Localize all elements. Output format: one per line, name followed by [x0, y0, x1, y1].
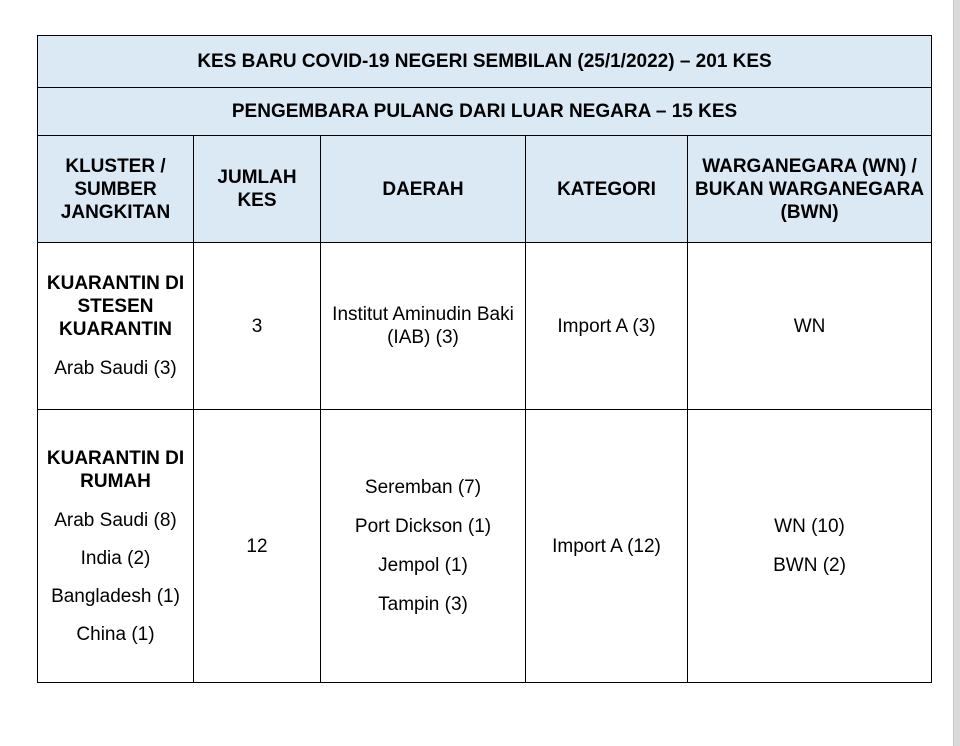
daerah-item: Institut Aminudin Baki (IAB) (3) [332, 304, 514, 348]
daerah-item: Seremban (7) [364, 477, 482, 498]
jumlah-cell: 3 [194, 243, 321, 410]
source-item: Arab Saudi (3) [54, 358, 177, 379]
daerah-item: Jempol (1) [378, 555, 468, 576]
warganegara-item: WN [793, 315, 826, 337]
kategori-cell: Import A (3) [526, 243, 688, 410]
covid-cases-table [37, 35, 932, 683]
kluster-title: KUARANTIN DI RUMAH [46, 447, 185, 492]
kluster-cell [38, 410, 194, 683]
kategori-cell: Import A (12) [526, 410, 688, 683]
daerah-item: Tampin (3) [378, 594, 468, 615]
warganegara-cell [688, 410, 932, 683]
header-warganegara: WARGANEGARA (WN) / BUKAN WARGANEGARA (BWN) [688, 136, 932, 243]
jumlah-cell: 12 [194, 410, 321, 683]
table-row [38, 410, 932, 683]
source-item: Arab Saudi (8) [54, 509, 177, 531]
kluster-cell [38, 243, 194, 410]
warganegara-cell [688, 243, 932, 410]
header-kategori: KATEGORI [526, 136, 688, 243]
table-row [38, 243, 932, 410]
header-row [38, 136, 932, 243]
header-jumlah: JUMLAH KES [194, 136, 321, 243]
subtitle-row [38, 88, 932, 136]
daerah-cell [321, 410, 526, 683]
source-item: China (1) [76, 623, 155, 645]
title-row [38, 36, 932, 88]
warganegara-item: WN (10) [774, 516, 845, 537]
warganegara-item: BWN (2) [773, 555, 846, 576]
table-title: KES BARU COVID-19 NEGERI SEMBILAN (25/1/2022) – 201 KES [38, 36, 932, 88]
daerah-cell [321, 243, 526, 410]
table-subtitle: PENGEMBARA PULANG DARI LUAR NEGARA – 15 KES [38, 88, 932, 136]
source-item: Bangladesh (1) [51, 585, 180, 607]
source-item: India (2) [80, 547, 151, 569]
header-kluster: KLUSTER / SUMBER JANGKITAN [38, 136, 194, 243]
header-daerah: DAERAH [321, 136, 526, 243]
daerah-item: Port Dickson (1) [354, 516, 492, 537]
kluster-title: KUARANTIN DI STESEN KUARANTIN [46, 273, 185, 340]
page-edge [953, 0, 960, 746]
